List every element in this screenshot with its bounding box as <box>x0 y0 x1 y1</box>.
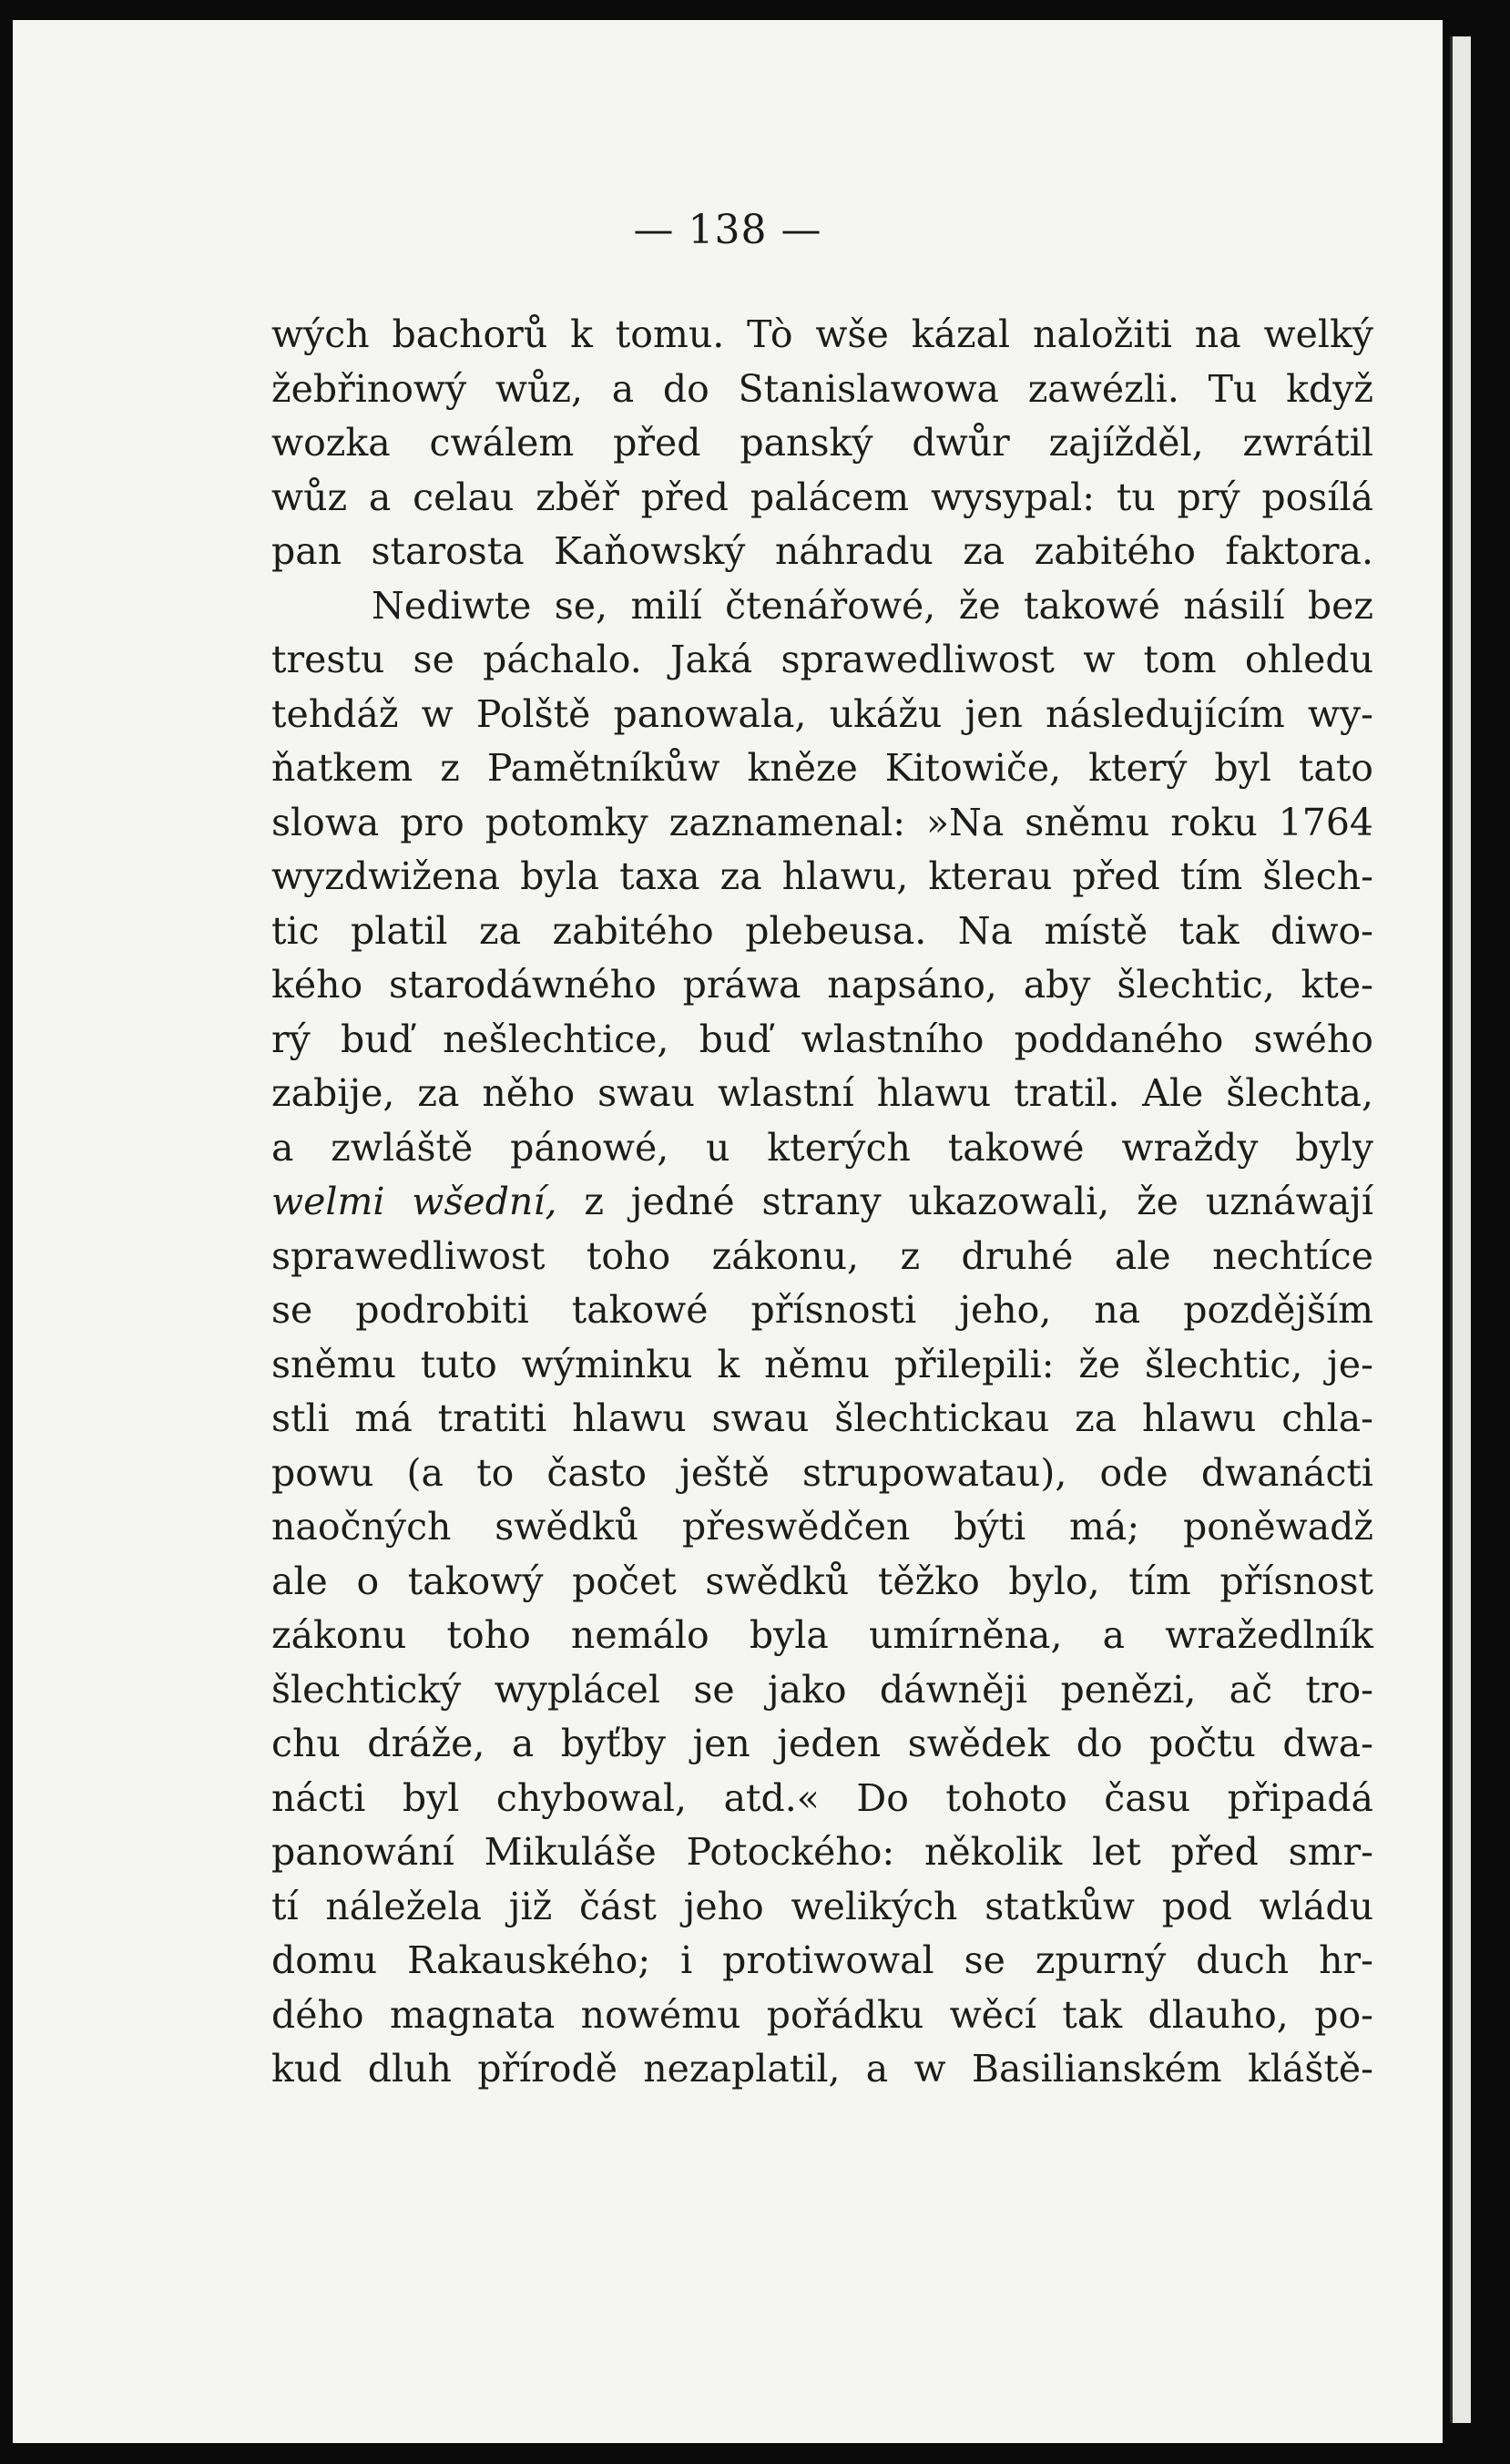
book-page <box>13 20 1443 2443</box>
text-line: wůz a celau zběř před palácem wysypal: tu prý posílá <box>271 475 1373 519</box>
text-line: sprawedliwost toho zákonu, z druhé ale nechtíce <box>271 1233 1373 1278</box>
body-text <box>271 308 1373 2097</box>
page-number-header: — 138 — <box>633 207 822 253</box>
text-line: kud dluh přírodě nezaplatil, a w Basilianském kláště- <box>271 2047 1373 2091</box>
text-line: nácti byl chybowal, atd.« Do tohoto času připadá <box>271 1775 1373 1820</box>
line-remainder: z jedné strany ukazowali, že uznáwají <box>584 1180 1373 1223</box>
text-line: kého starodáwného práwa napsáno, aby šlechtic, kte- <box>271 963 1373 1007</box>
text-line: ale o takowý počet swědků těžko bylo, tím přísnost <box>271 1559 1373 1603</box>
text-line: wých bachorů k tomu. Tò wše kázal naložiti na welký <box>271 312 1373 356</box>
text-line: chu dráže, a byťby jen jeden swědek do počtu dwa- <box>271 1722 1373 1765</box>
text-line: pan starosta Kaňowský náhradu za zabitého faktora. <box>271 529 1373 573</box>
text-line: tic platil za zabitého plebeusa. Na místě tak diwo- <box>271 908 1373 953</box>
text-line: zabije, za něho swau wlastní hlawu tratil. Ale šlechta, <box>271 1071 1373 1115</box>
italic-phrase: welmi wšední, <box>271 1180 557 1223</box>
text-line: rý buď nešlechtice, buď wlastního poddaného swého <box>271 1017 1373 1061</box>
text-line: šlechtický wyplácel se jako dáwněji penězi, ač tro- <box>271 1667 1373 1712</box>
text-line: tí náležela již část jeho welikých statkůw pod wládu <box>271 1884 1373 1928</box>
text-line: trestu se páchalo. Jaká sprawedliwost w tom ohledu <box>271 638 1373 681</box>
text-line: wyzdwižena byla taxa za hlawu, kterau před tím šlech- <box>271 854 1373 898</box>
text-line: stli má tratiti hlawu swau šlechtickau za hlawu chla- <box>271 1396 1373 1440</box>
text-line: Nediwte se, milí čtenářowé, že takowé násilí bez <box>372 583 1373 628</box>
text-line: powu (a to často ještě strupowatau), ode dwanácti <box>271 1450 1373 1495</box>
text-line: žebřinowý wůz, a do Stanislawowa zawézli. Tu když <box>271 366 1373 411</box>
text-line: tehdáž w Polště panowala, ukážu jen následujícím wy- <box>271 691 1373 736</box>
text-line: ňatkem z Pamětníkůw kněze Kitowiče, který byl tato <box>271 746 1373 790</box>
text-line: wozka cwálem před panský dwůr zajížděl, zwrátil <box>271 421 1373 465</box>
text-line: panowání Mikuláše Potockého: několik let před smr- <box>271 1830 1373 1874</box>
text-line: slowa pro potomky zaznamenal: »Na sněmu roku 1764 <box>271 800 1373 844</box>
text-line-with-italic <box>271 1175 1373 1230</box>
text-line: dého magnata nowému pořádku wěcí tak dlauho, po- <box>271 1992 1373 2037</box>
text-line: domu Rakauského; i protiwowal se zpurný duch hr- <box>271 1938 1373 1982</box>
text-line: zákonu toho nemálo byla umírněna, a wražedlník <box>271 1613 1373 1657</box>
text-line: se podrobiti takowé přísnosti jeho, na pozdějším <box>271 1288 1373 1332</box>
text-line: a zwláště pánowé, u kterých takowé wraždy byly <box>271 1125 1373 1170</box>
text-line: sněmu tuto wýminku k němu přilepili: že šlechtic, je- <box>271 1342 1373 1386</box>
text-line: naočných swědků přeswědčen býti má; poněwadž <box>271 1505 1373 1549</box>
page-edge <box>1450 36 1471 2423</box>
